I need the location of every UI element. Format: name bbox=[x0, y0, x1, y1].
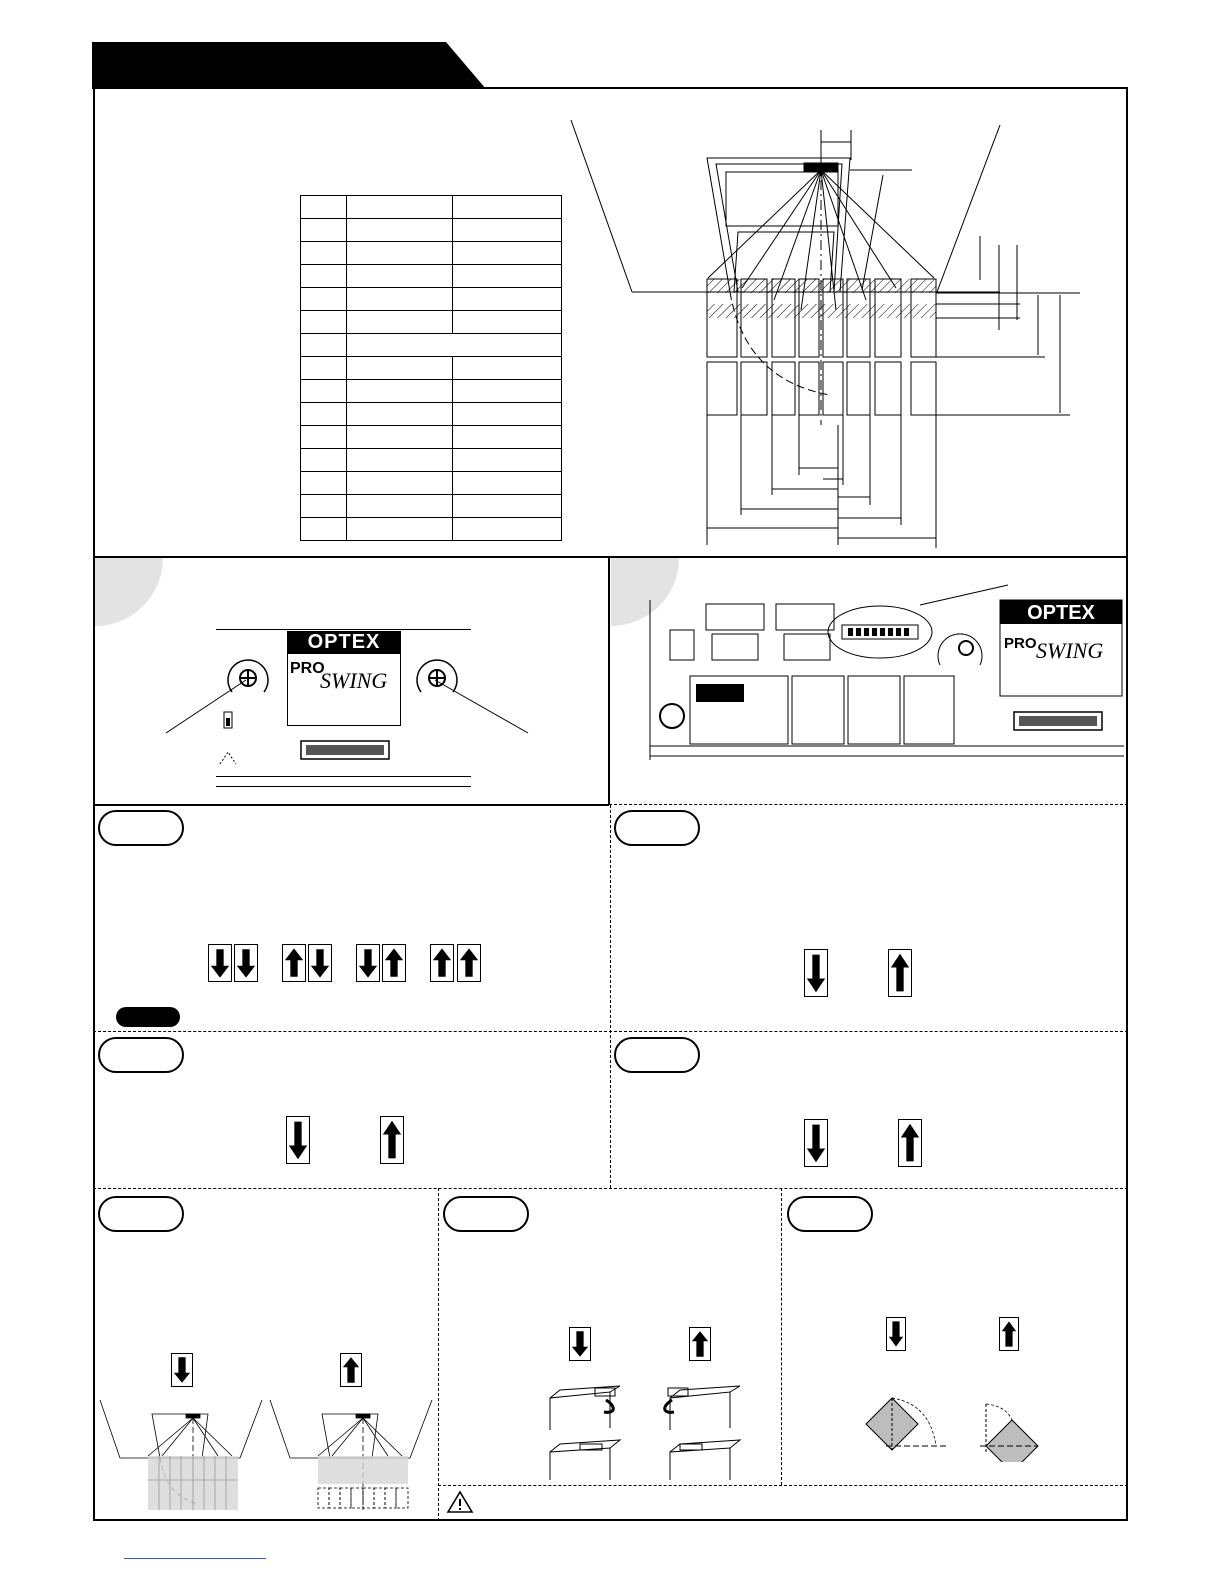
arrow-down-icon bbox=[886, 1317, 906, 1351]
board-edge-bottom bbox=[216, 776, 471, 777]
board-edge-top bbox=[216, 629, 471, 630]
arrow-up-icon bbox=[999, 1317, 1019, 1351]
arrow-up-icon bbox=[430, 944, 454, 982]
arrow-down-icon bbox=[308, 944, 332, 982]
arrow-up-icon bbox=[888, 949, 912, 997]
swing-diagram-a bbox=[860, 1390, 950, 1458]
section-label-6 bbox=[443, 1196, 529, 1232]
footer-link[interactable] bbox=[124, 1558, 266, 1559]
divider-col-b bbox=[781, 1188, 782, 1485]
divider-col-a bbox=[438, 1188, 439, 1521]
divider-col-mid bbox=[610, 805, 611, 1188]
arrow-down-icon bbox=[356, 944, 380, 982]
section-label-1 bbox=[98, 810, 184, 846]
optex-logo-left: OPTEX bbox=[287, 631, 401, 653]
divider-row3 bbox=[93, 1188, 1128, 1189]
arrow-down-icon bbox=[208, 944, 232, 982]
section-label-7 bbox=[787, 1196, 873, 1232]
product-name-right: SWING bbox=[1036, 638, 1104, 663]
warning-triangle-icon bbox=[446, 1490, 474, 1514]
product-name-prefix-right: PRO bbox=[1004, 635, 1037, 652]
product-name-prefix-left: PRO bbox=[290, 660, 325, 677]
default-badge bbox=[116, 1007, 180, 1027]
header-tab bbox=[92, 42, 486, 90]
control-board-diagram bbox=[626, 580, 1126, 765]
optex-logo-right: OPTEX bbox=[1027, 602, 1095, 624]
arrow-down-icon bbox=[234, 944, 258, 982]
arrow-up-icon bbox=[340, 1353, 362, 1387]
arrow-down-icon bbox=[804, 1119, 828, 1167]
section-label-5 bbox=[98, 1196, 184, 1232]
arrow-down-icon bbox=[804, 949, 828, 997]
arrow-up-icon bbox=[457, 944, 481, 982]
mini-detection-diagram-b bbox=[268, 1396, 436, 1514]
product-name-left: SWING bbox=[320, 668, 388, 693]
arrow-up-icon bbox=[689, 1327, 711, 1361]
arrow-up-icon bbox=[382, 944, 406, 982]
arrow-up-icon bbox=[898, 1119, 922, 1167]
section-label-2 bbox=[614, 810, 700, 846]
arrow-down-icon bbox=[569, 1327, 591, 1361]
arrow-down-icon bbox=[286, 1116, 310, 1164]
mini-detection-diagram-a bbox=[98, 1396, 266, 1514]
connector-left bbox=[300, 740, 390, 760]
divider-warning bbox=[438, 1485, 1128, 1486]
detection-area-diagram bbox=[560, 110, 1100, 550]
arrow-down-icon bbox=[171, 1353, 193, 1387]
spec-table bbox=[300, 195, 562, 541]
dip-switch-small bbox=[216, 704, 244, 770]
board-edge-bottom2 bbox=[216, 786, 471, 787]
mounting-diagrams bbox=[540, 1378, 750, 1484]
swing-diagram-b bbox=[972, 1390, 1052, 1462]
arrow-up-icon bbox=[380, 1116, 404, 1164]
divider-panels-mid bbox=[608, 556, 610, 805]
divider-panels-right bbox=[609, 804, 1128, 805]
section-label-3 bbox=[98, 1037, 184, 1073]
divider-panels bbox=[93, 804, 609, 806]
arrow-up-icon bbox=[282, 944, 306, 982]
section-label-4 bbox=[614, 1037, 700, 1073]
